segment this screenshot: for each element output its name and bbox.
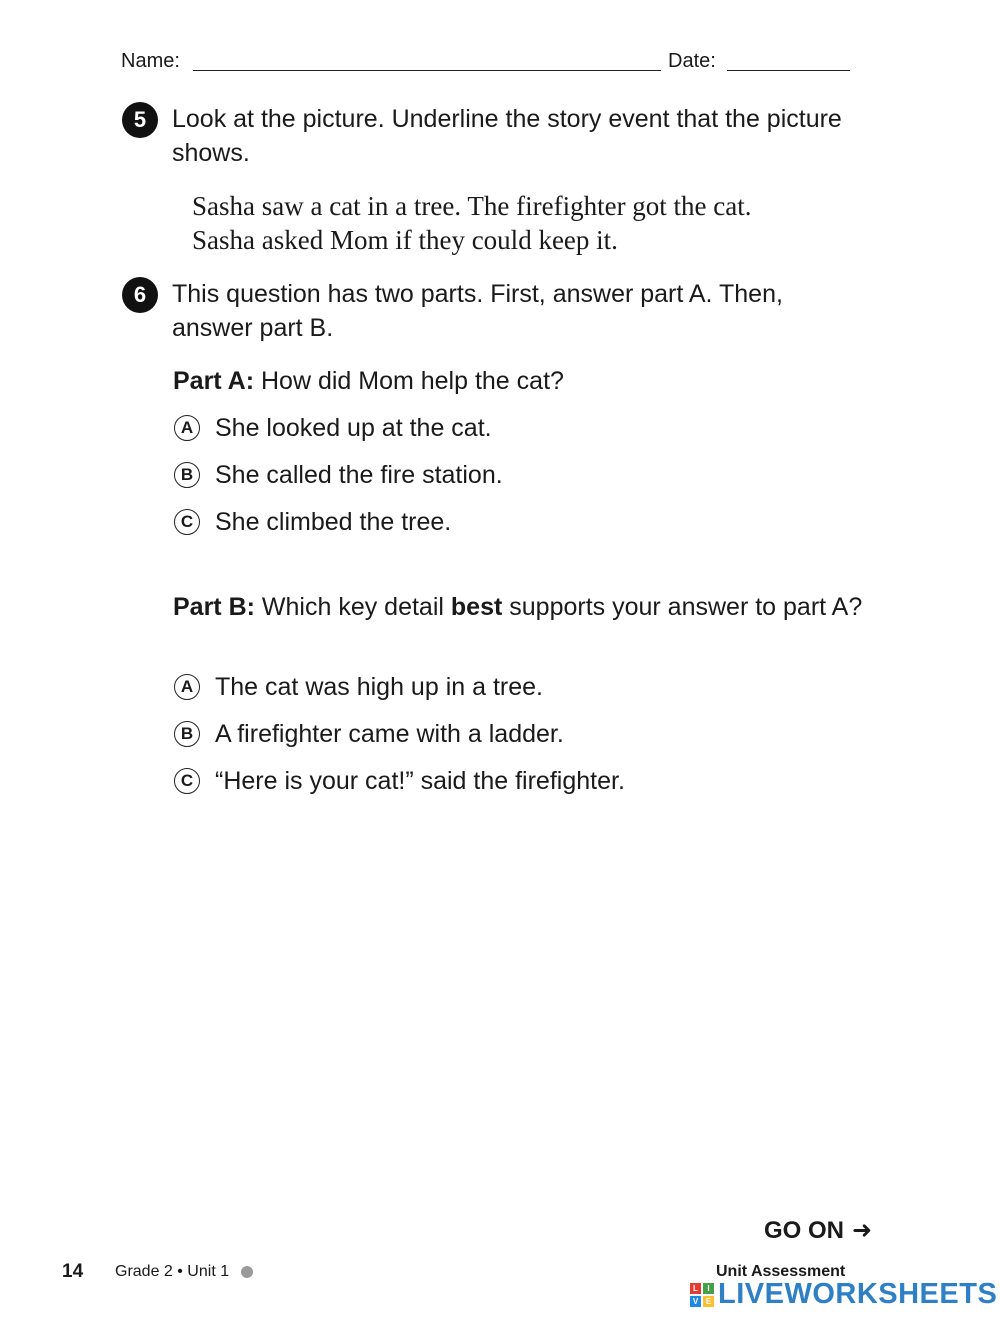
answer-bubble[interactable]: C <box>174 768 200 794</box>
option-text: “Here is your cat!” said the firefighter. <box>215 766 625 795</box>
liveworksheets-logo <box>690 1278 997 1311</box>
question-6-number: 6 <box>122 277 158 313</box>
part-a-label: Part A: <box>173 367 255 395</box>
story-line-1[interactable]: Sasha saw a cat in a tree. The firefighter got the cat. <box>192 191 752 221</box>
unit-assessment-label: Unit Assessment <box>716 1263 846 1280</box>
logo-text: LIVEWORKSHEETS <box>718 1278 998 1310</box>
answer-bubble[interactable]: C <box>174 509 200 535</box>
part-b-option-c[interactable] <box>174 764 625 798</box>
logo-letter-i: I <box>703 1283 714 1294</box>
logo-letter-v: V <box>690 1296 701 1307</box>
option-text: She looked up at the cat. <box>215 413 492 442</box>
part-b-text-post: supports your answer to part A? <box>509 593 863 621</box>
answer-bubble[interactable]: B <box>174 462 200 488</box>
arrow-right-icon: ➜ <box>852 1217 873 1244</box>
question-5-prompt: Look at the picture. Underline the story event that the picture shows. <box>172 105 842 167</box>
option-text: She called the fire station. <box>215 460 503 489</box>
name-label: Name: <box>121 50 180 72</box>
logo-letter-l: L <box>690 1283 701 1294</box>
page-number: 14 <box>62 1261 84 1282</box>
dot-icon <box>241 1266 253 1278</box>
name-field[interactable] <box>193 70 661 71</box>
answer-bubble[interactable]: A <box>174 674 200 700</box>
part-b-text-bold: best <box>450 593 503 621</box>
date-label: Date: <box>668 50 716 72</box>
go-on-indicator <box>764 1216 872 1245</box>
story-line-2[interactable]: Sasha asked Mom if they could keep it. <box>192 225 618 255</box>
part-b-question <box>173 590 863 624</box>
option-text: A firefighter came with a ladder. <box>215 719 564 748</box>
answer-bubble[interactable]: B <box>174 721 200 747</box>
part-a-option-c[interactable] <box>174 505 451 539</box>
option-text: The cat was high up in a tree. <box>215 672 543 701</box>
part-a-question <box>173 364 863 398</box>
part-a-text: How did Mom help the cat? <box>260 367 564 395</box>
part-b-option-b[interactable] <box>174 717 564 751</box>
part-b-label: Part B: <box>173 593 255 621</box>
grade-unit <box>115 1263 253 1281</box>
option-text: She climbed the tree. <box>215 507 452 536</box>
logo-grid-icon <box>690 1283 714 1307</box>
part-a-option-b[interactable] <box>174 458 503 492</box>
part-a-option-a[interactable] <box>174 411 492 445</box>
question-6-prompt: This question has two parts. First, answer part A. Then, answer part B. <box>172 280 783 342</box>
part-b-text-pre: Which key detail <box>261 593 444 621</box>
date-field[interactable] <box>727 70 850 71</box>
answer-bubble[interactable]: A <box>174 415 200 441</box>
logo-letter-e: E <box>703 1296 714 1307</box>
story-text[interactable] <box>192 189 872 257</box>
go-on-label: GO ON <box>764 1216 845 1244</box>
part-b-option-a[interactable] <box>174 670 543 704</box>
question-5-number: 5 <box>122 102 158 138</box>
grade-unit-text: Grade 2 • Unit 1 <box>115 1263 230 1280</box>
